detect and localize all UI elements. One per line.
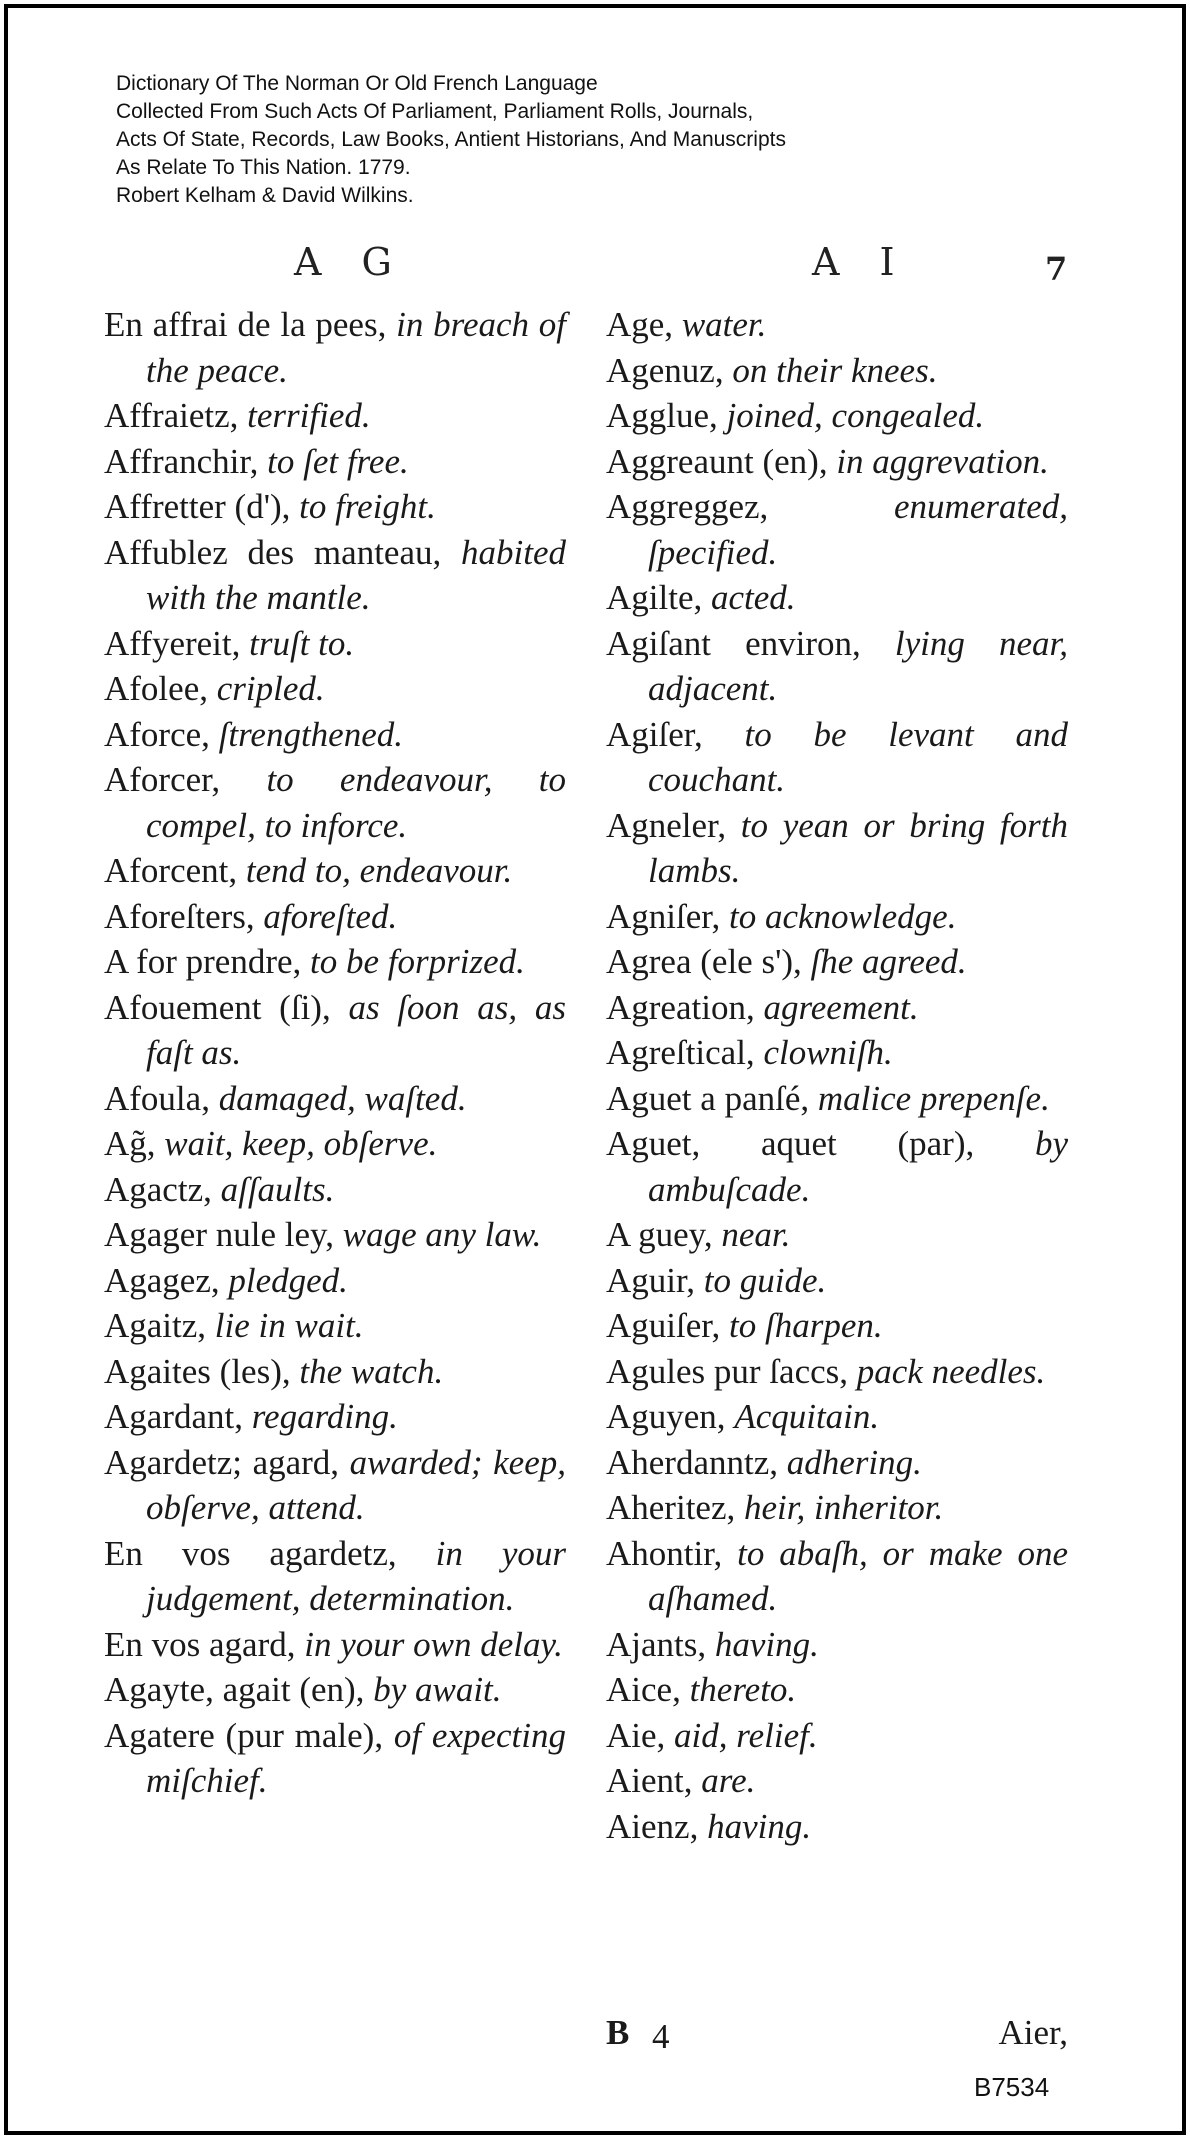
dictionary-entry [104, 985, 566, 1076]
entry-definition: by ambuſcade. [648, 1124, 1068, 1209]
dictionary-entry [104, 1713, 566, 1804]
entry-term: Afoula, [104, 1078, 210, 1118]
running-head-left: A G [294, 240, 406, 284]
entry-definition: aid, relief. [674, 1715, 818, 1755]
running-head-right: A I [812, 240, 909, 284]
entry-term: Aforce, [104, 714, 210, 754]
dictionary-entry [104, 666, 566, 712]
entry-definition: are. [701, 1761, 756, 1800]
dictionary-entry [606, 712, 1068, 803]
header-line: Acts Of State, Records, Law Books, Antient Historians, And Manuscripts [116, 128, 786, 151]
entry-term: Agardetz; agard, [104, 1442, 340, 1482]
entry-definition: having. [714, 1624, 819, 1664]
dictionary-entry [606, 1758, 1068, 1804]
entry-term: Aheritez, [606, 1488, 736, 1527]
entry-term: Aggreaunt (en), [606, 441, 828, 481]
dictionary-entry [104, 484, 566, 530]
dictionary-entry [104, 939, 566, 985]
entry-definition: enumerated, ſpecified. [648, 487, 1068, 572]
dictionary-entry [104, 1303, 566, 1349]
dictionary-entry [104, 1531, 566, 1622]
entry-term: Age, [606, 305, 674, 344]
dictionary-entry [606, 1713, 1068, 1759]
entry-term: Agaitz, [104, 1306, 207, 1345]
entry-definition: awarded; keep, obſerve, attend. [146, 1442, 566, 1527]
entry-term: Agayte, agait (en), [104, 1670, 365, 1709]
dictionary-entry [606, 1531, 1068, 1622]
dictionary-entry [606, 1622, 1068, 1668]
entry-definition: acted. [710, 578, 796, 617]
dictionary-entry [104, 393, 566, 439]
dictionary-entry [606, 1303, 1068, 1349]
entry-term: Agagez, [104, 1260, 220, 1300]
entry-term: Aient, [606, 1761, 693, 1800]
dictionary-entry [104, 1440, 566, 1531]
entry-term: A guey, [606, 1215, 713, 1254]
entry-definition: truſt to. [249, 623, 355, 663]
dictionary-entry [606, 1485, 1068, 1531]
entry-definition: agreement. [763, 987, 919, 1027]
entry-definition: to be forprized. [310, 942, 525, 981]
dictionary-entry [104, 712, 566, 758]
entry-definition: joined, congealed. [726, 396, 985, 435]
dictionary-entry [104, 621, 566, 667]
entry-definition: to yean or bring forth lambs. [648, 805, 1068, 890]
entry-definition: by await. [373, 1670, 502, 1709]
dictionary-entry [104, 1667, 566, 1713]
dictionary-entry [104, 894, 566, 940]
page-number: 7 [1045, 250, 1068, 288]
entry-definition: water. [681, 305, 767, 344]
dictionary-entry [104, 302, 566, 393]
entry-definition: regarding. [251, 1397, 398, 1436]
entry-term: Agenuz, [606, 350, 724, 390]
entry-definition: damaged, waſted. [218, 1078, 467, 1118]
entry-definition: lying near, adjacent. [648, 623, 1068, 708]
dictionary-entry [104, 848, 566, 894]
entry-term: Aggreggez, [606, 487, 769, 526]
entry-term: Agiſant environ, [606, 623, 861, 663]
entry-definition: to ſharpen. [729, 1306, 883, 1345]
dictionary-entry [606, 439, 1068, 485]
entry-term: Aguet a panſé, [606, 1078, 810, 1118]
entry-definition: as ſoon as, as faſt as. [146, 987, 567, 1072]
entry-term: Agactz, [104, 1169, 212, 1209]
entry-term: A for prendre, [104, 942, 302, 981]
entry-definition: ſhe agreed. [810, 942, 967, 981]
entry-term: Affublez des manteau, [104, 532, 442, 572]
entry-term: Affretter (d'), [104, 487, 291, 526]
signature-number: 4 [652, 2017, 670, 2056]
dictionary-entry [104, 1212, 566, 1258]
entry-definition: in your judgement, determination. [146, 1533, 566, 1618]
entry-definition: to acknowledge. [729, 896, 957, 936]
entry-definition: wait, keep, obſerve. [164, 1124, 438, 1163]
right-column [606, 302, 1068, 1849]
entry-definition: Acquitain. [734, 1397, 880, 1436]
entry-term: Aforcent, [104, 851, 238, 890]
header-line: As Relate To This Nation. 1779. [116, 156, 411, 179]
entry-term: En vos agard, [104, 1624, 296, 1664]
dictionary-entry [606, 621, 1068, 712]
entry-term: Agiſer, [606, 714, 703, 754]
dictionary-entry [104, 1121, 566, 1167]
reference-code: B7534 [974, 2072, 1050, 2102]
dictionary-entry [104, 530, 566, 621]
dictionary-entry [606, 1212, 1068, 1258]
entry-term: Agager nule ley, [104, 1215, 334, 1254]
entry-term: Ajants, [606, 1624, 707, 1664]
dictionary-entry [606, 302, 1068, 348]
entry-definition: in breach of the peace. [146, 305, 567, 390]
entry-term: Aie, [606, 1715, 666, 1755]
entry-definition: malice prepenſe. [817, 1078, 1050, 1118]
dictionary-entry [606, 1258, 1068, 1304]
entry-term: Ahontir, [606, 1533, 723, 1573]
entry-definition: of expecting miſchief. [146, 1715, 566, 1800]
dictionary-entry [606, 393, 1068, 439]
entry-definition: adhering. [786, 1442, 922, 1482]
dictionary-entry [104, 1394, 566, 1440]
entry-term: Agardant, [104, 1397, 243, 1436]
dictionary-entry [104, 1258, 566, 1304]
entry-definition: aſſaults. [220, 1169, 335, 1209]
dictionary-entry [606, 348, 1068, 394]
entry-term: Affraietz, [104, 396, 239, 435]
entry-term: Agilte, [606, 578, 703, 617]
entry-term: Aforcer, [104, 760, 221, 799]
left-column [104, 302, 566, 1804]
entry-definition: tend to, endeavour. [245, 851, 513, 890]
entry-definition: in aggrevation. [836, 441, 1049, 481]
entry-definition: ſtrengthened. [218, 714, 404, 754]
entry-definition: near. [721, 1215, 791, 1254]
signature-mark: B [606, 2013, 630, 2052]
entry-definition: clowniſh. [763, 1033, 893, 1072]
entry-term: Agneler, [606, 805, 727, 845]
dictionary-entry [606, 1121, 1068, 1212]
dictionary-entry [606, 1349, 1068, 1395]
dictionary-entry [606, 575, 1068, 621]
entry-definition: to ſet free. [267, 441, 409, 481]
entry-term: En vos agardetz, [104, 1533, 397, 1573]
entry-definition: thereto. [689, 1670, 797, 1709]
catchword: Aier, [998, 2013, 1068, 2052]
dictionary-entry [606, 1667, 1068, 1713]
entry-definition: habited with the mantle. [146, 532, 566, 617]
entry-definition: pledged. [228, 1260, 348, 1300]
entry-definition: to endeavour, to compel, to inforce. [146, 760, 567, 845]
entry-definition: cripled. [216, 669, 325, 708]
entry-term: Aguir, [606, 1260, 696, 1300]
header-line: Collected From Such Acts Of Parliament, Parliament Rolls, Journals, [116, 100, 754, 123]
header-line: Robert Kelham & David Wilkins. [116, 184, 414, 207]
dictionary-entry [606, 939, 1068, 985]
dictionary-entry [104, 1167, 566, 1213]
dictionary-entry [104, 757, 566, 848]
entry-definition: heir, inheritor. [743, 1488, 944, 1527]
document-header [116, 70, 786, 210]
header-line: Dictionary Of The Norman Or Old French Language [116, 72, 598, 95]
entry-term: Agrea (ele s'), [606, 942, 802, 981]
entry-term: Afolee, [104, 669, 208, 708]
dictionary-entry [104, 439, 566, 485]
entry-definition: in your own delay. [304, 1624, 563, 1664]
entry-definition: lie in wait. [214, 1306, 364, 1345]
entry-definition: aforeſted. [263, 896, 398, 936]
dictionary-entry [606, 1440, 1068, 1486]
dictionary-entry [104, 1076, 566, 1122]
dictionary-entry [606, 1030, 1068, 1076]
entry-definition: terrified. [247, 396, 371, 435]
entry-term: En affrai de la pees, [104, 305, 387, 344]
dictionary-entry [606, 484, 1068, 575]
entry-term: Agaites (les), [104, 1351, 291, 1391]
dictionary-entry [606, 1076, 1068, 1122]
dictionary-entry [606, 1394, 1068, 1440]
entry-definition: the watch. [299, 1351, 444, 1391]
entry-term: Agreſtical, [606, 1033, 755, 1072]
dictionary-entry [104, 1349, 566, 1395]
dictionary-entry [606, 803, 1068, 894]
entry-definition: to be levant and couchant. [648, 714, 1069, 799]
entry-term: Aice, [606, 1670, 681, 1709]
entry-definition: to abaſh, or make one aſhamed. [648, 1533, 1069, 1618]
entry-term: Agreation, [606, 987, 755, 1027]
entry-definition: pack needles. [856, 1351, 1046, 1391]
dictionary-entry [606, 1804, 1068, 1850]
entry-term: Agules pur ſaccs, [606, 1351, 849, 1391]
entry-term: Aienz, [606, 1806, 699, 1846]
entry-term: Agniſer, [606, 896, 721, 936]
entry-term: Aguet, aquet (par), [606, 1124, 975, 1163]
entry-term: Affyereit, [104, 623, 241, 663]
entry-term: Affranchir, [104, 441, 259, 481]
dictionary-entry [606, 985, 1068, 1031]
entry-term: Aguyen, [606, 1397, 726, 1436]
entry-term: Agatere (pur male), [104, 1715, 384, 1755]
entry-definition: to guide. [703, 1260, 827, 1300]
entry-term: Aguiſer, [606, 1306, 721, 1345]
entry-term: Aforeſters, [104, 896, 255, 936]
entry-definition: having. [707, 1806, 812, 1846]
entry-term: Agglue, [606, 396, 718, 435]
entry-definition: wage any law. [342, 1215, 542, 1254]
entry-definition: on their knees. [732, 350, 938, 390]
dictionary-entry [606, 894, 1068, 940]
dictionary-entry [104, 1622, 566, 1668]
entry-term: Aherdanntz, [606, 1442, 779, 1482]
entry-definition: to freight. [299, 487, 436, 526]
entry-term: Ag̃, [104, 1124, 156, 1163]
entry-term: Afouement (ſi), [104, 987, 331, 1027]
